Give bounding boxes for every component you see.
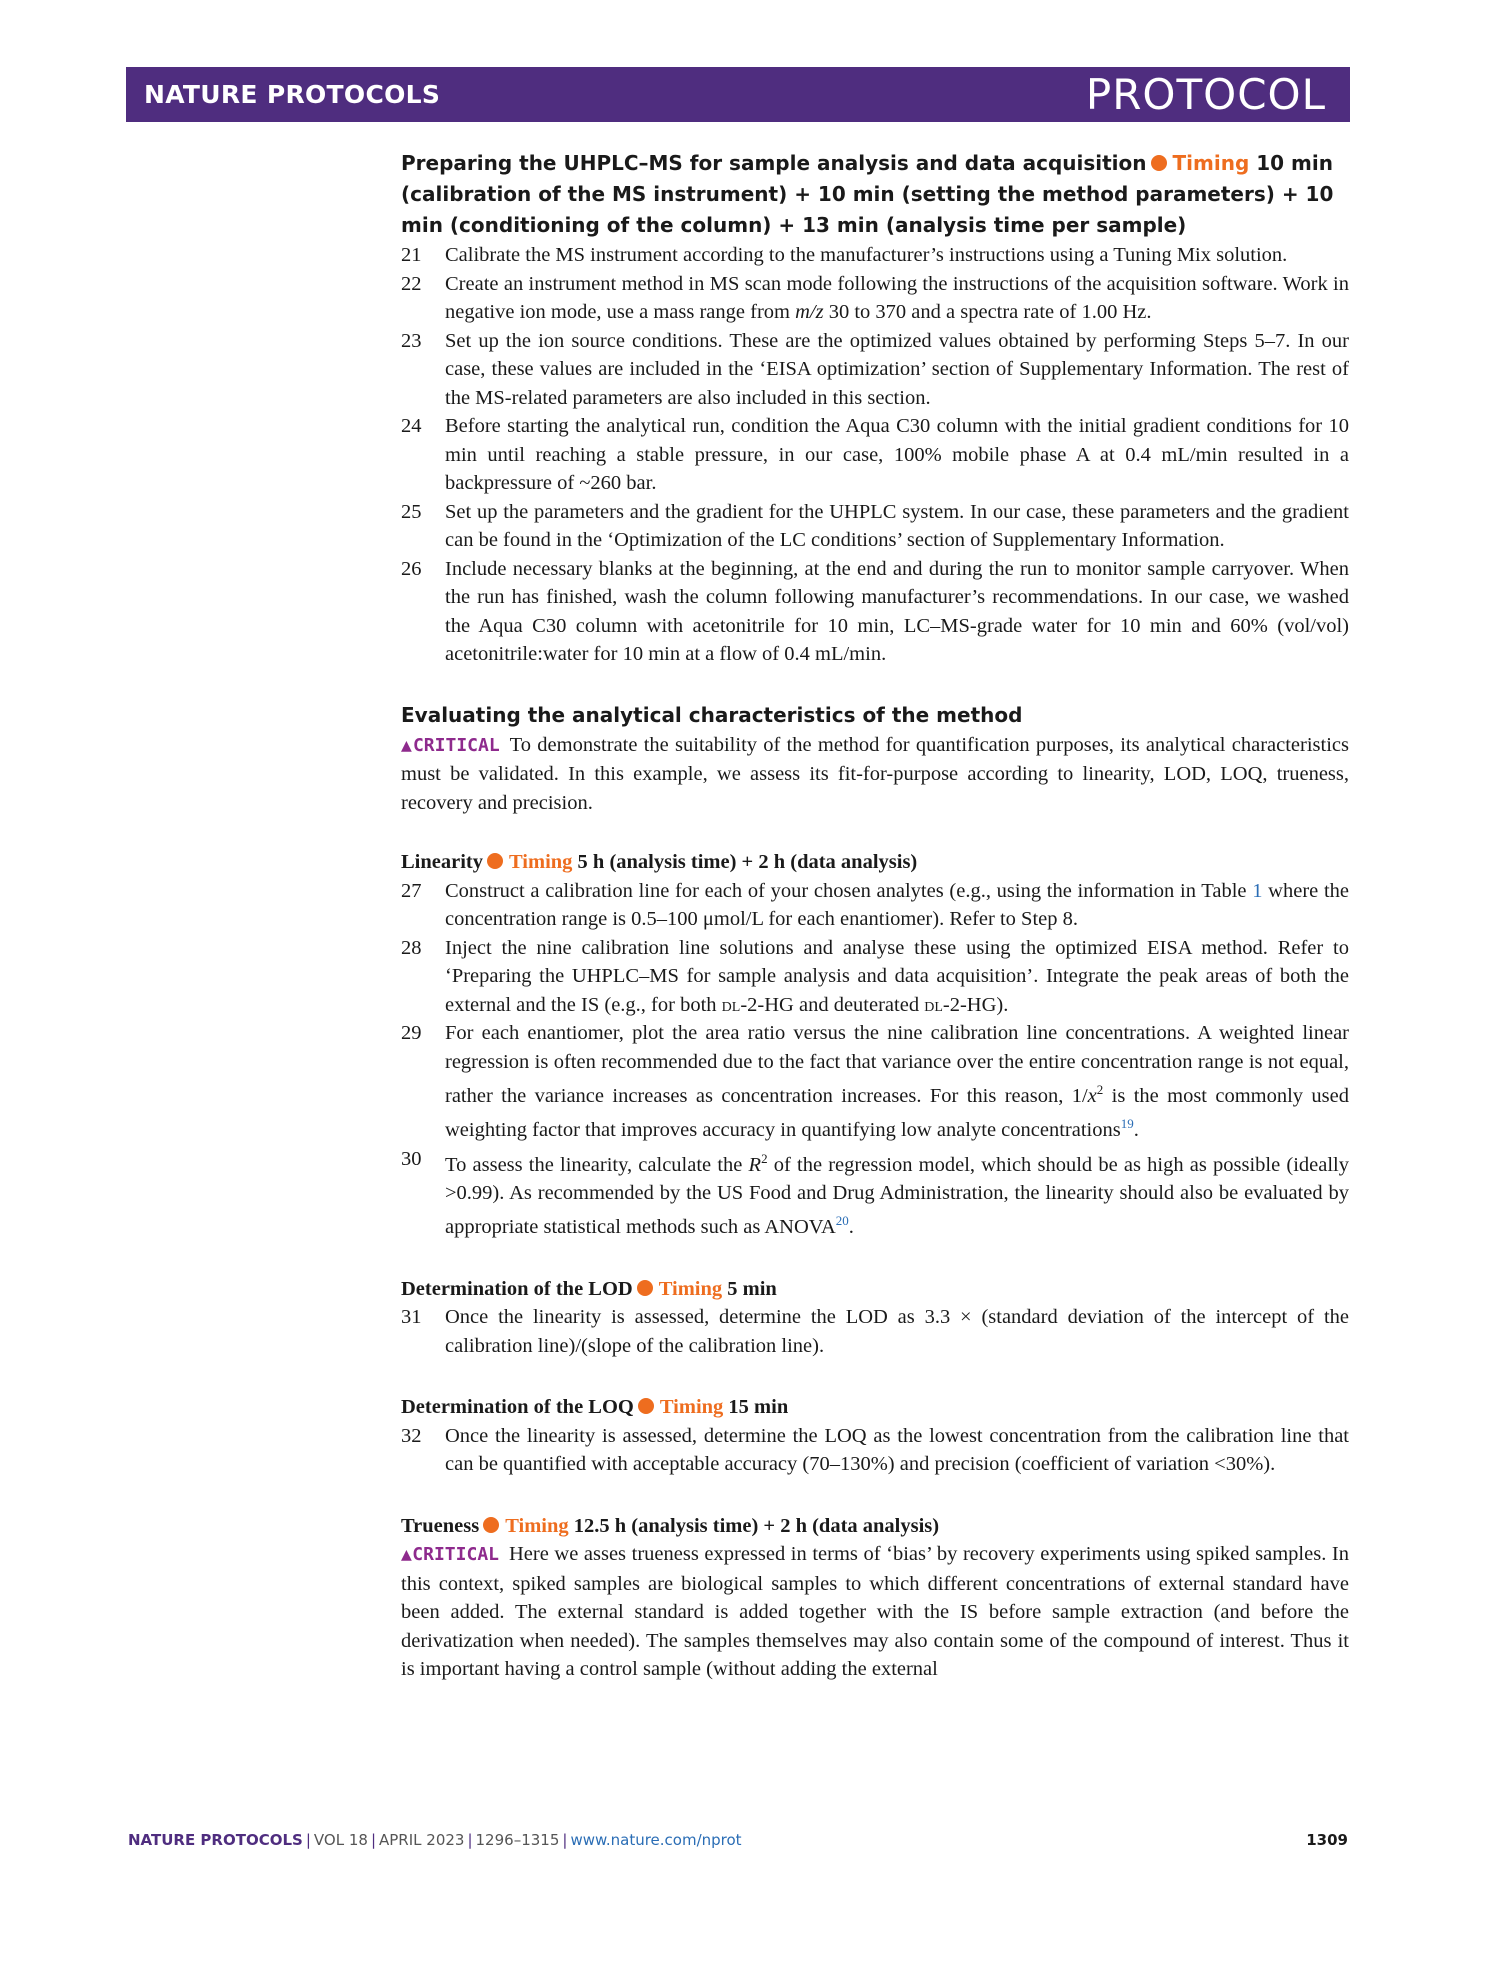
step-text-part: 30 to 370 and a spectra rate of 1.00 Hz.: [823, 301, 1152, 323]
footer-volume: VOL 18: [313, 1831, 368, 1849]
footer-citation: [128, 1831, 742, 1849]
step-22: [401, 270, 1349, 327]
step-text-part: of the regression model, which should be as high as possible (ideally >0.99). As recommended by the US Food and Drug Administration, the linearity should also be evaluated by appropriate statistical methods such as ANOVA: [445, 1153, 1349, 1239]
section-heading-lod: [401, 1275, 1349, 1304]
timing-label: Timing: [659, 1396, 724, 1419]
timing-label: Timing: [658, 1277, 723, 1300]
step-number: 23: [401, 329, 422, 352]
page-footer: [128, 1831, 1348, 1849]
section-title: Determination of the LOD: [401, 1277, 633, 1300]
table-reference-link[interactable]: 1: [1252, 879, 1263, 902]
step-text: [445, 877, 1349, 934]
superscript: 2: [761, 1150, 768, 1166]
step-32: [401, 1422, 1349, 1479]
section-heading-loq: [401, 1393, 1349, 1422]
section-title: Linearity: [401, 851, 483, 873]
step-text: [445, 270, 1349, 327]
step-31: [401, 1303, 1349, 1360]
step-number: 28: [401, 936, 422, 959]
variable-x: x: [1087, 1084, 1097, 1107]
step-29: [401, 1019, 1349, 1145]
step-text: [445, 1019, 1349, 1145]
critical-text: Here we asses trueness expressed in terms of ‘bias’ by recovery experiments using spiked samples. In this context, spiked samples are biological samples to which different concentrations of external standard have been added. The external standard is added together with the IS before sample extraction (and before the derivatization when needed). The samples themselves may also contain some of the compound of interest. Thus it is important having a control sample (without adding the external: [401, 1543, 1349, 1681]
footer-separator: |: [305, 1831, 311, 1849]
step-text-part: .: [1133, 1119, 1139, 1142]
step-text-part: where the concentration range is 0.5–100 μmol/L for each enantiomer). Refer to Step 8.: [445, 879, 1349, 930]
step-text-part: Construct a calibration line for each of your chosen analytes (e.g., using the information in Table: [445, 879, 1253, 902]
footer-journal: NATURE PROTOCOLS: [128, 1831, 303, 1849]
step-number: 24: [401, 415, 422, 437]
timing-value-rest: (calibration of the MS instrument) + 10 min (setting the method parameters) + 10 min (conditioning of the column) + 13 min (analysis time per sample): [401, 182, 1334, 237]
footer-separator: |: [370, 1831, 376, 1849]
step-text-part: For each enantiomer, plot the area ratio versus the nine calibration line concentrations. A weighted linear regression is often recommended due to the fact that variance over the entire concentration range is not equal, rather the variance increases as concentration increases. For this reason, 1/: [445, 1022, 1349, 1107]
step-number: 31: [401, 1306, 422, 1329]
step-21: [401, 241, 1349, 270]
step-26: [401, 555, 1349, 669]
timing-dot-icon: [637, 1280, 653, 1296]
timing-value: 15 min: [728, 1396, 789, 1419]
citation-link[interactable]: 20: [835, 1213, 849, 1229]
timing-value: 12.5 h (analysis time) + 2 h (data analysis): [573, 1514, 940, 1537]
main-content: [401, 148, 1349, 1684]
step-text: Calibrate the MS instrument according to the manufacturer’s instructions using a Tuning Mix solution.: [445, 244, 1288, 266]
section-heading-linearity: [401, 848, 1349, 877]
step-text-part: .: [848, 1216, 854, 1239]
step-text: Once the linearity is assessed, determine the LOD as 3.3 × (standard deviation of the intercept of the calibration line)/(slope of the calibration line).: [445, 1306, 1349, 1357]
critical-label: ▲CRITICAL: [401, 734, 500, 756]
step-28: [401, 934, 1349, 1020]
step-text: [445, 934, 1349, 1020]
timing-dot-icon: [487, 853, 503, 869]
timing-dot-icon: [638, 1398, 654, 1414]
timing-label: Timing: [505, 1514, 569, 1537]
step-23: [401, 327, 1349, 413]
superscript: 2: [1096, 1082, 1104, 1097]
step-text-part: -2-HG and deuterated: [740, 993, 925, 1016]
step-text-part: Create an instrument method in MS scan mode following the instructions of the acquisition software. Work in negative ion mode, use a mass range from: [445, 272, 1349, 323]
step-text: Include necessary blanks at the beginning, at the end and during the run to monitor sample carryover. When the run has finished, wash the column following manufacturer’s recommendations. In our case, we washed the Aqua C30 column with acetonitrile for 10 min, LC–MS-grade water for 10 min and 60% (vol/vol) acetonitrile:water for 10 min at a flow of 0.4 mL/min.: [445, 557, 1349, 665]
footer-url-link[interactable]: www.nature.com/nprot: [570, 1831, 742, 1849]
section-title: Preparing the UHPLC–MS for sample analysis and data acquisition: [401, 151, 1147, 175]
step-25: [401, 498, 1349, 555]
citation-link[interactable]: 19: [1120, 1116, 1134, 1132]
step-27: [401, 877, 1349, 934]
timing-value: 10 min: [1256, 151, 1333, 175]
step-text: [445, 1145, 1349, 1242]
step-number: 27: [401, 879, 422, 902]
step-text: Once the linearity is assessed, determine the LOQ as the lowest concentration from the calibration line that can be quantified with acceptable accuracy (70–130%) and precision (coefficient of variation <30%).: [445, 1424, 1349, 1476]
section-heading-evaluating: Evaluating the analytical characteristics of the method: [401, 702, 1023, 727]
footer-separator: |: [562, 1831, 568, 1849]
step-number: 25: [401, 500, 422, 523]
mz-symbol: m/z: [795, 301, 824, 323]
timing-label: Timing: [1172, 151, 1250, 175]
section-heading-uhplc: [401, 148, 1349, 241]
critical-label: ▲CRITICAL: [401, 1544, 499, 1566]
variable-r: R: [748, 1153, 762, 1176]
step-24: [401, 412, 1349, 498]
step-number: 32: [401, 1424, 422, 1447]
timing-value: 5 min: [727, 1277, 777, 1300]
critical-text: To demonstrate the suitability of the method for quantification purposes, its analytical characteristics must be validated. In this example, we assess its fit-for-purpose according to linearity, LOD, LOQ, trueness, recovery and precision.: [401, 733, 1349, 814]
step-text-part: Inject the nine calibration line solutions and analyse these using the optimized EISA method. Refer to ‘Preparing the UHPLC–MS for sample analysis and data acquisition’. Integrate the peak areas of both the external and the IS (e.g., for both: [445, 936, 1349, 1016]
page-header: [126, 67, 1350, 122]
article-type: PROTOCOL: [1085, 70, 1326, 119]
footer-pages: 1296–1315: [475, 1831, 560, 1849]
page-number: 1309: [1306, 1831, 1348, 1849]
step-text-part: is the most commonly used weighting factor that improves accuracy in quantifying low analyte concentrations: [445, 1084, 1349, 1142]
timing-dot-icon: [483, 1517, 499, 1533]
footer-separator: |: [467, 1831, 473, 1849]
step-number: 29: [401, 1022, 422, 1044]
critical-note-trueness: [401, 1540, 1349, 1684]
step-number: 21: [401, 244, 422, 266]
step-text-part: To assess the linearity, calculate the: [445, 1153, 749, 1176]
timing-dot-icon: [1151, 155, 1167, 171]
critical-note-evaluating: [401, 731, 1349, 818]
journal-name: NATURE PROTOCOLS: [144, 80, 441, 109]
section-heading-trueness: [401, 1512, 1349, 1541]
step-number: 30: [401, 1147, 422, 1170]
step-30: [401, 1145, 1349, 1242]
step-text-part: -2-HG).: [942, 993, 1009, 1016]
dl-prefix: dl: [721, 993, 741, 1016]
step-number: 22: [401, 272, 422, 295]
step-text: Set up the ion source conditions. These are the optimized values obtained by performing Steps 5–7. In our case, these values are included in the ‘EISA optimization’ section of Supplementary Information. The rest of the MS-related parameters are also included in this section.: [445, 329, 1349, 409]
section-title: Determination of the LOQ: [401, 1396, 634, 1419]
timing-label: Timing: [509, 851, 573, 873]
footer-date: APRIL 2023: [379, 1831, 465, 1849]
section-title: Trueness: [401, 1514, 480, 1537]
timing-value: 5 h (analysis time) + 2 h (data analysis): [577, 851, 918, 873]
dl-prefix: dl: [924, 993, 943, 1016]
step-text: Before starting the analytical run, condition the Aqua C30 column with the initial gradient conditions for 10 min until reaching a stable pressure, in our case, 100% mobile phase A at 0.4 mL/min resulted in a backpressure of ~260 bar.: [445, 415, 1349, 494]
step-number: 26: [401, 557, 422, 580]
step-text: Set up the parameters and the gradient for the UHPLC system. In our case, these parameters and the gradient can be found in the ‘Optimization of the LC conditions’ section of Supplementary Information.: [445, 500, 1349, 551]
